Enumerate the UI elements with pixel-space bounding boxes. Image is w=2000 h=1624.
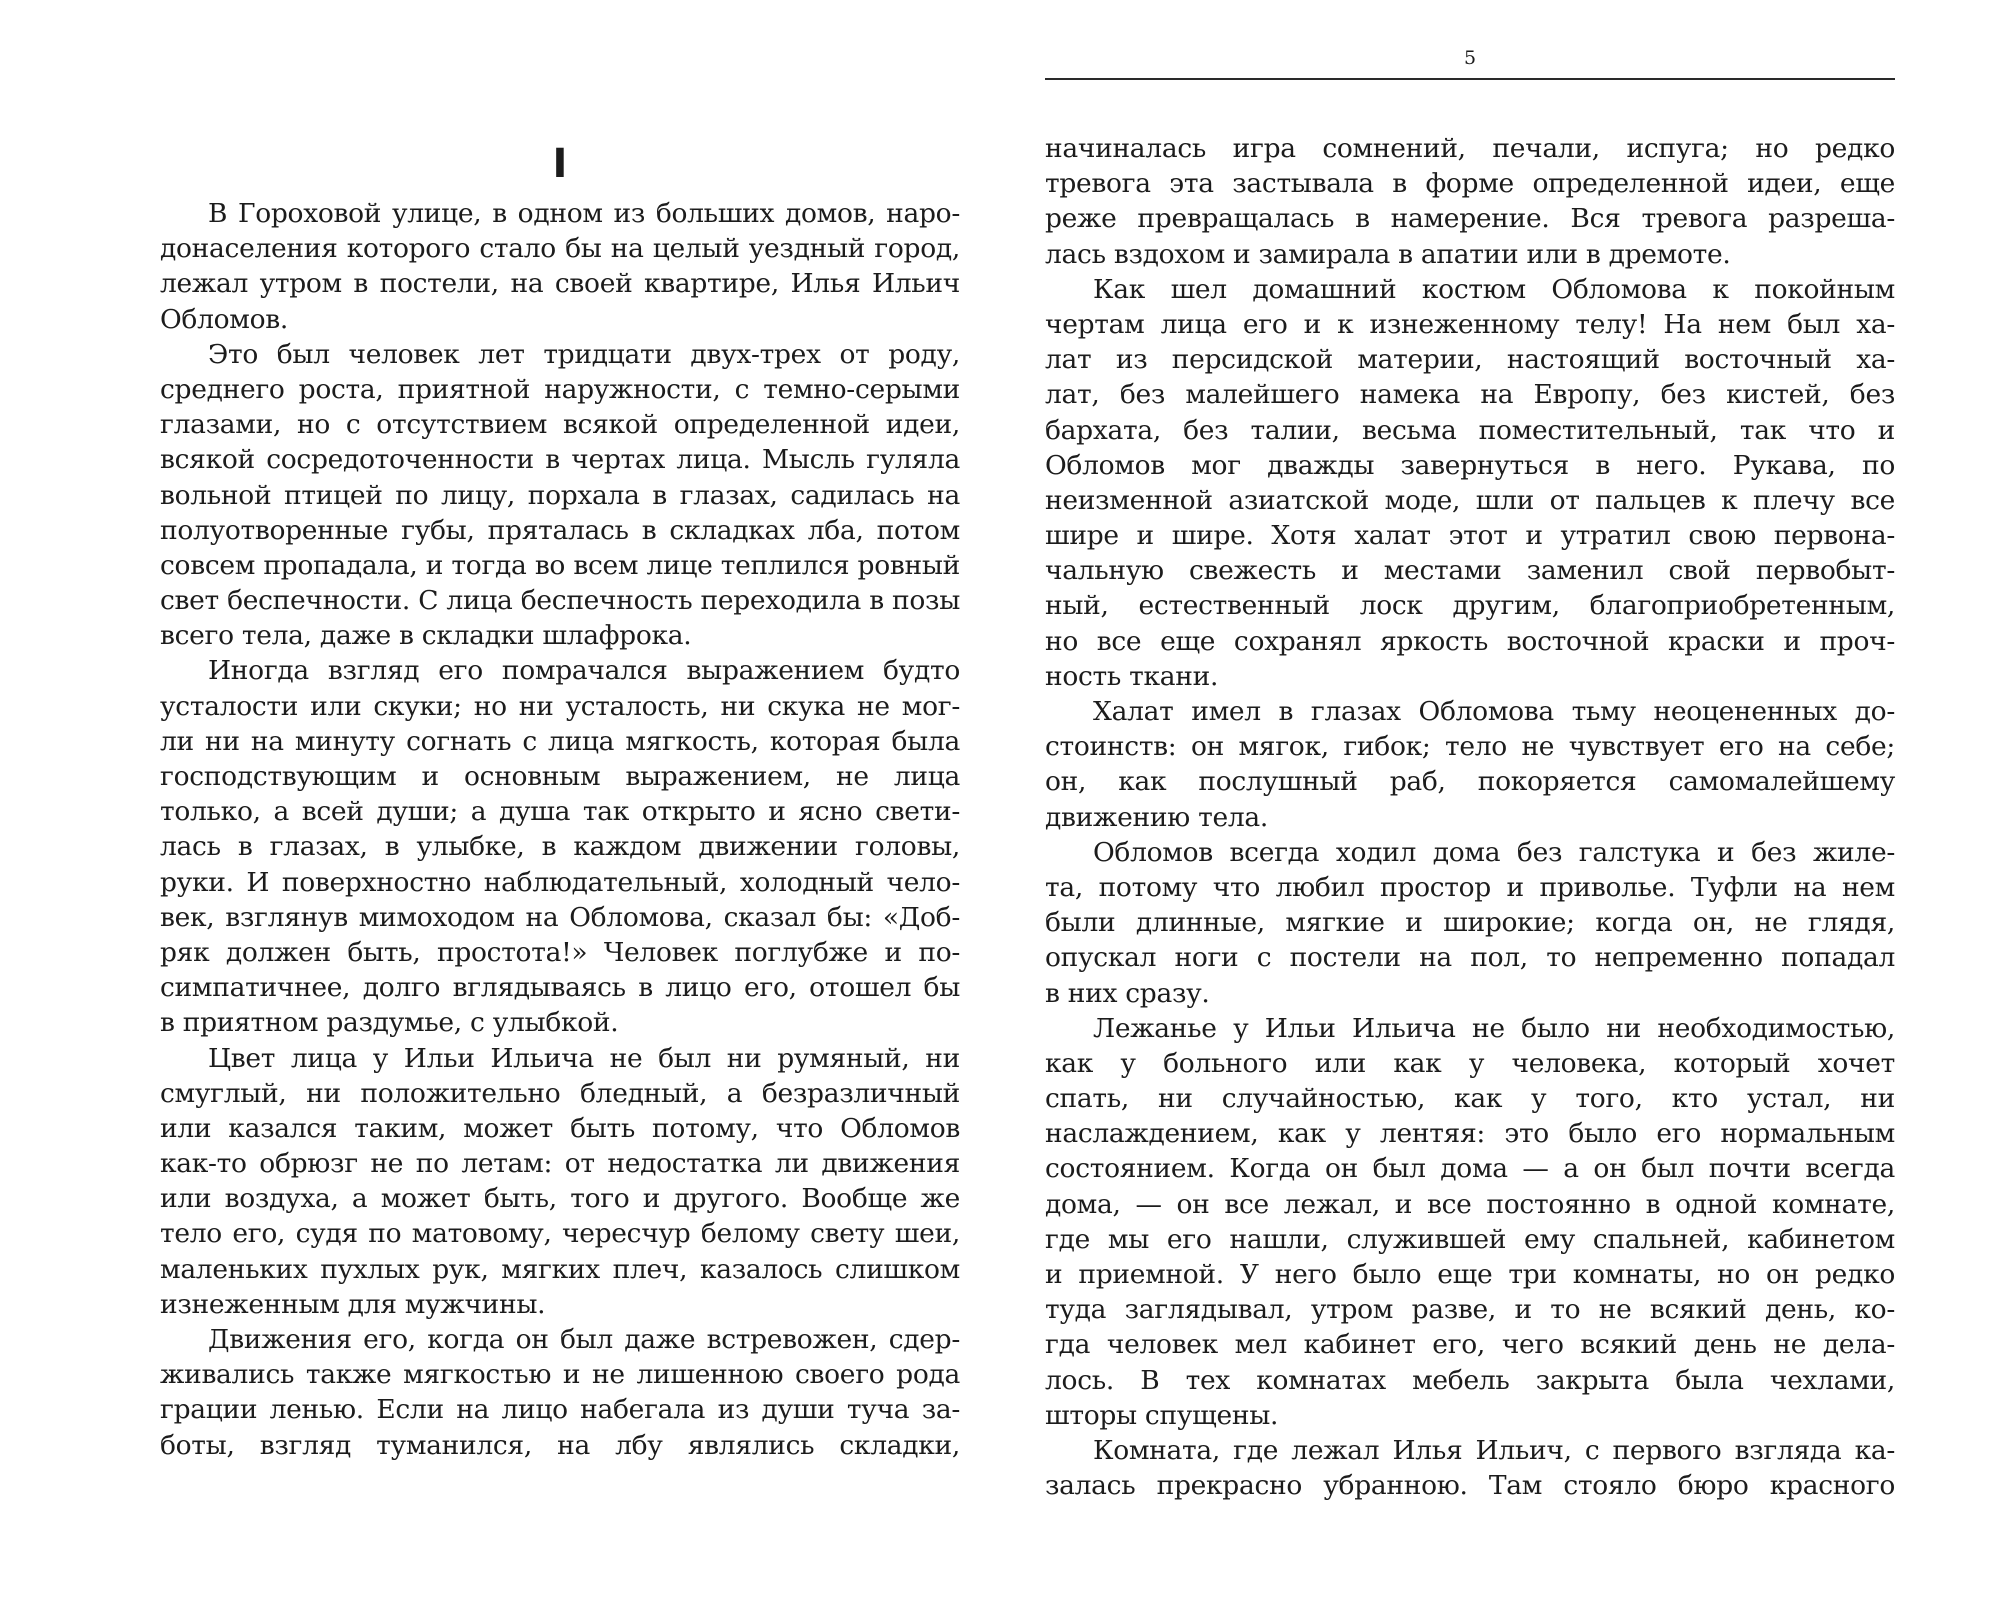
text-line: Иногда взгляд его помрачался выражением будто	[208, 655, 960, 687]
text-line: начиналась игра сомнений, печали, испуга; но редко	[1045, 133, 1895, 164]
text-line: среднего роста, приятной наружности, с темно-серыми	[160, 373, 960, 405]
text-line: лежал утром в постели, на своей квартире, Илья Ильич	[160, 268, 960, 300]
text-line: ряк должен быть, простота!» Человек поглубже и по-	[160, 936, 960, 968]
text-line: где мы его нашли, служившей ему спальней, кабинетом	[1045, 1223, 1895, 1255]
text-line: та, потому что любил простор и приволье. Туфли на нем	[1045, 871, 1895, 903]
text-line: он, как послушный раб, покоряется самомалейшему	[1045, 766, 1895, 798]
text-line: Цвет лица у Ильи Ильича не был ни румяный, ни	[208, 1042, 960, 1074]
text-line: ли ни на минуту согнать с лица мягкость, которая была	[160, 725, 960, 757]
left-page-text	[160, 196, 960, 1463]
text-line: грации ленью. Если на лицо набегала из души туча за-	[160, 1394, 960, 1426]
text-line: Лежанье у Ильи Ильича не было ни необходимостью,	[1093, 1012, 1895, 1044]
text-line: тело его, судя по матовому, чересчур белому свету шеи,	[160, 1218, 960, 1250]
text-line: лась вздохом и замирала в апатии или в дремоте.	[1045, 238, 1731, 270]
text-line: или воздуха, а может быть, того и другого. Вообще же	[160, 1183, 960, 1215]
text-line: боты, взгляд туманился, на лбу являлись складки,	[160, 1429, 960, 1461]
text-line: ность ткани.	[1045, 660, 1219, 692]
text-line: маленьких пухлых рук, мягких плеч, казалось слишком	[160, 1253, 960, 1285]
text-line: Обломов.	[160, 303, 288, 335]
text-line: Обломов всегда ходил дома без галстука и без жиле-	[1093, 836, 1895, 868]
text-line: туда заглядывал, утром разве, и то не всякий день, ко-	[1045, 1294, 1895, 1326]
text-line: чертам лица его и к изнеженному телу! На нем был ха-	[1045, 308, 1895, 340]
text-line: век, взглянув мимоходом на Обломова, сказал бы: «Доб-	[160, 901, 960, 933]
text-line: были длинные, мягкие и широкие; когда он, не глядя,	[1045, 907, 1895, 939]
text-line: изнеженным для мужчины.	[160, 1288, 546, 1320]
text-line: или казался таким, может быть потому, что Обломов	[160, 1112, 960, 1144]
text-line: и приемной. У него было еще три комнаты, но он редко	[1045, 1259, 1895, 1290]
text-line: Халат имел в глазах Обломова тьму неоцененных до-	[1093, 696, 1895, 727]
text-line: стоинств: он мягок, гибок; тело не чувствует его на себе;	[1045, 731, 1895, 763]
text-line: свет беспечности. С лица беспечность переходила в позы	[160, 585, 960, 617]
text-line: Это был человек лет тридцати двух-трех от роду,	[208, 338, 960, 370]
text-line: гда человек мел кабинет его, чего всякий день не дела-	[1045, 1329, 1895, 1361]
text-line: но все еще сохранял яркость восточной краски и проч-	[1045, 625, 1895, 657]
text-line: только, а всей души; а душа так открыто и ясно свети-	[160, 796, 960, 828]
text-line: дома, — он все лежал, и все постоянно в одной комнате,	[1045, 1188, 1895, 1220]
text-line: всякой сосредоточенности в чертах лица. Мысль гуляла	[160, 444, 960, 476]
text-line: смуглый, ни положительно бледный, а безразличный	[160, 1077, 960, 1109]
text-line: чальную свежесть и местами заменил свой первобыт-	[1045, 555, 1895, 587]
text-line: симпатичнее, долго вглядываясь в лицо его, отошел бы	[160, 972, 960, 1004]
text-line: залась прекрасно убранною. Там стояло бюро красного	[1045, 1470, 1895, 1502]
text-line: всего тела, даже в складки шлафрока.	[160, 620, 692, 652]
text-line: состоянием. Когда он был дома — а он был почти всегда	[1045, 1153, 1895, 1185]
text-line: донаселения которого стало бы на целый уездный город,	[160, 233, 960, 265]
text-line: усталости или скуки; но ни усталость, ни скука не мог-	[160, 690, 960, 722]
text-line: совсем пропадала, и тогда во всем лице теплился ровный	[160, 549, 960, 581]
text-line: полуотворенные губы, пряталась в складках лба, потом	[160, 514, 960, 546]
text-line: лат из персидской материи, настоящий восточный ха-	[1045, 344, 1895, 376]
text-line: руки. И поверхностно наблюдательный, холодный чело-	[160, 866, 960, 898]
text-line: вольной птицей по лицу, порхала в глазах, садилась на	[160, 479, 960, 511]
text-line: опускал ноги с постели на пол, то непременно попадал	[1045, 942, 1895, 974]
text-line: наслаждением, как у лентяя: это было его нормальным	[1045, 1118, 1895, 1150]
text-line: ный, естественный лоск другим, благоприобретенным,	[1045, 590, 1895, 622]
text-line: реже превращалась в намерение. Вся тревога разреша-	[1045, 203, 1895, 235]
text-line: шторы спущены.	[1045, 1399, 1279, 1431]
text-line: господствующим и основным выражением, не лица	[160, 761, 960, 792]
text-line: в приятном раздумье, с улыбкой.	[160, 1007, 619, 1039]
text-line: неизменной азиатской моде, шли от пальцев к плечу все	[1045, 484, 1895, 516]
text-line: Обломов мог дважды завернуться в него. Рукава, по	[1045, 449, 1895, 481]
text-line: Как шел домашний костюм Обломова к покойным	[1093, 273, 1895, 305]
text-line: в них сразу.	[1045, 977, 1210, 1009]
text-line: тревога эта застывала в форме определенной идеи, еще	[1045, 168, 1895, 200]
text-line: Комната, где лежал Илья Ильич, с первого взгляда ка-	[1093, 1434, 1895, 1466]
text-line: как-то обрюзг не по летам: от недостатка ли движения	[160, 1148, 960, 1180]
text-line: Движения его, когда он был даже встревожен, сдер-	[208, 1324, 960, 1355]
text-line: лась в глазах, в улыбке, в каждом движении головы,	[160, 831, 960, 863]
right-page-text	[1045, 131, 1895, 1503]
text-line: спать, ни случайностью, как у того, кто устал, ни	[1045, 1083, 1895, 1115]
text-line: лось. В тех комнатах мебель закрыта была чехлами,	[1045, 1364, 1895, 1396]
text-line: движению тела.	[1045, 801, 1268, 833]
chapter-heading: I	[552, 141, 568, 187]
page-number: 5	[1463, 47, 1477, 69]
text-line: шире и шире. Хотя халат этот и утратил свою первона-	[1045, 520, 1895, 552]
text-line: как у больного или как у человека, который хочет	[1045, 1047, 1895, 1079]
text-line: глазами, но с отсутствием всякой определенной идеи,	[160, 409, 960, 441]
text-line: лат, без малейшего намека на Европу, без кистей, без	[1045, 379, 1895, 411]
text-line: живались также мягкостью и не лишенною своего рода	[160, 1359, 960, 1391]
text-line: бархата, без талии, весьма поместительный, так что и	[1045, 414, 1895, 446]
header-rule	[1045, 78, 1895, 80]
text-line: В Гороховой улице, в одном из больших домов, наро-	[208, 198, 960, 229]
